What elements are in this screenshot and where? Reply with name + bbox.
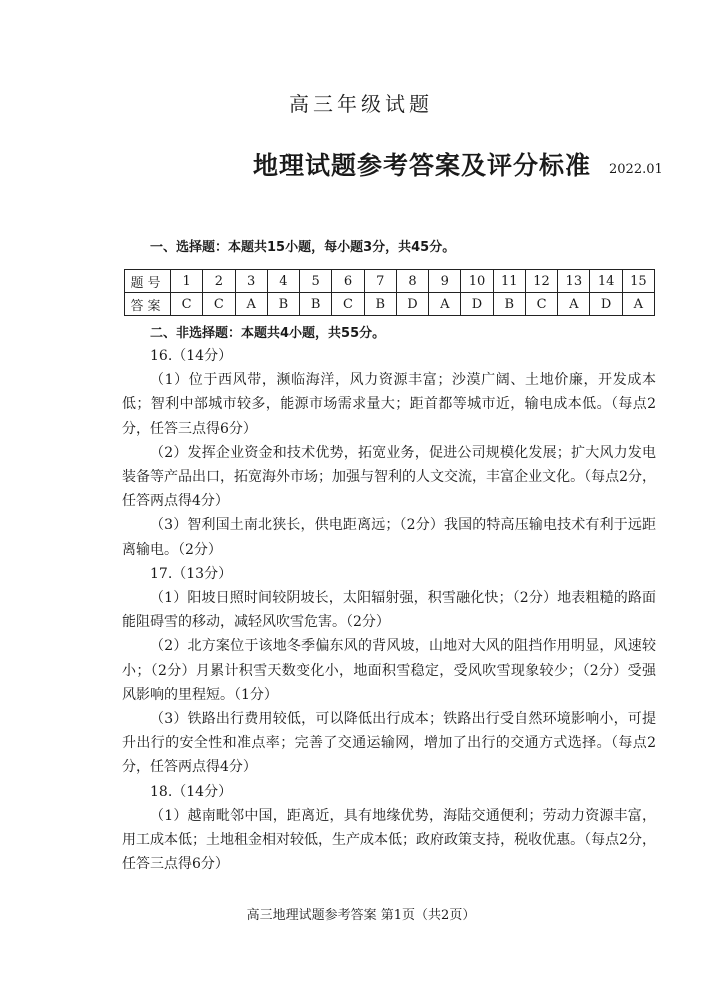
- answer-cell: A: [622, 293, 654, 316]
- answer-cell: D: [461, 293, 493, 316]
- question-number: 1: [171, 270, 203, 293]
- section-2-title: 二、非选择题：本题共4小题，共55分。: [150, 326, 386, 341]
- question-16-answer-1: （1）位于西风带，濒临海洋，风力资源丰富；沙漠广阔、土地价廉，开发成本低；智利中部城市较多，能源市场需求量大；距首都等城市近，输电成本低。（每点2分，任答三点得6分）: [122, 372, 656, 437]
- answer-cell: A: [429, 293, 461, 316]
- answer-cell: B: [364, 293, 396, 316]
- question-18-label: 18.（14分）: [150, 783, 233, 800]
- question-number: 10: [461, 270, 493, 293]
- question-number: 12: [525, 270, 557, 293]
- answer-cell: B: [267, 293, 299, 316]
- table-row-numbers: [125, 270, 655, 293]
- grade-title: 高三年级试题: [289, 92, 433, 116]
- answer-cell: C: [203, 293, 235, 316]
- answer-cell: A: [235, 293, 267, 316]
- document-title: 地理试题参考答案及评分标准: [253, 151, 592, 180]
- answer-cell: C: [332, 293, 364, 316]
- row-label-answer: 答案: [125, 293, 171, 316]
- question-number: 11: [493, 270, 525, 293]
- document-date: 2022.01: [609, 162, 663, 177]
- question-number: 4: [267, 270, 299, 293]
- row-label-number: 题号: [125, 270, 171, 293]
- question-number: 14: [590, 270, 622, 293]
- answer-table: [124, 269, 655, 316]
- answer-cell: B: [493, 293, 525, 316]
- answer-cell: D: [590, 293, 622, 316]
- question-17-answer-1: （1）阳坡日照时间较阴坡长，太阳辐射强，积雪融化快；（2分）地表粗糙的路面能阻碍雪的移动，减轻风吹雪危害。（2分）: [122, 590, 656, 631]
- question-number: 7: [364, 270, 396, 293]
- answer-body: [122, 344, 656, 876]
- question-number: 5: [300, 270, 332, 293]
- question-16-answer-2: （2）发挥企业资金和技术优势，拓宽业务，促进公司规模化发展；扩大风力发电装备等产品出口，拓宽海外市场；加强与智利的人文交流，丰富企业文化。（每点2分，任答两点得4分）: [122, 444, 656, 510]
- table-row-answers: [125, 293, 655, 316]
- section-1-title: 一、选择题：本题共15小题，每小题3分，共45分。: [150, 240, 456, 255]
- question-17-label: 17.（13分）: [150, 565, 233, 582]
- page-footer: 高三地理试题参考答案 第1页（共2页）: [246, 908, 476, 923]
- question-18-answer-1: （1）越南毗邻中国，距离近，具有地缘优势，海陆交通便利；劳动力资源丰富，用工成本低；土地租金相对较低，生产成本低；政府政策支持，税收优惠。（每点2分，任答三点得6分）: [122, 807, 656, 873]
- answer-cell: B: [300, 293, 332, 316]
- question-number: 15: [622, 270, 654, 293]
- question-16-label: 16.（14分）: [150, 348, 233, 364]
- question-number: 6: [332, 270, 364, 293]
- question-16-answer-3: （3）智利国土南北狭长，供电距离远；（2分）我国的特高压输电技术有利于远距离输电。（2分）: [122, 517, 656, 558]
- answer-cell: D: [396, 293, 428, 316]
- answer-cell: C: [171, 293, 203, 316]
- question-17-answer-3: （3）铁路出行费用较低，可以降低出行成本；铁路出行受自然环境影响小，可提升出行的安全性和准点率；完善了交通运输网，增加了出行的交通方式选择。（每点2分，任答两点得4分）: [122, 711, 656, 776]
- answer-cell: C: [525, 293, 557, 316]
- question-number: 8: [396, 270, 428, 293]
- question-number: 13: [558, 270, 590, 293]
- question-number: 9: [429, 270, 461, 293]
- question-17-answer-2: （2）北方案位于该地冬季偏东风的背风坡，山地对大风的阻挡作用明显，风速较小；（2分）月累计积雪天数变化小，地面积雪稳定，受风吹雪现象较少；（2分）受强风影响的里程短。（1分）: [122, 638, 656, 703]
- answer-cell: A: [558, 293, 590, 316]
- question-number: 2: [203, 270, 235, 293]
- question-number: 3: [235, 270, 267, 293]
